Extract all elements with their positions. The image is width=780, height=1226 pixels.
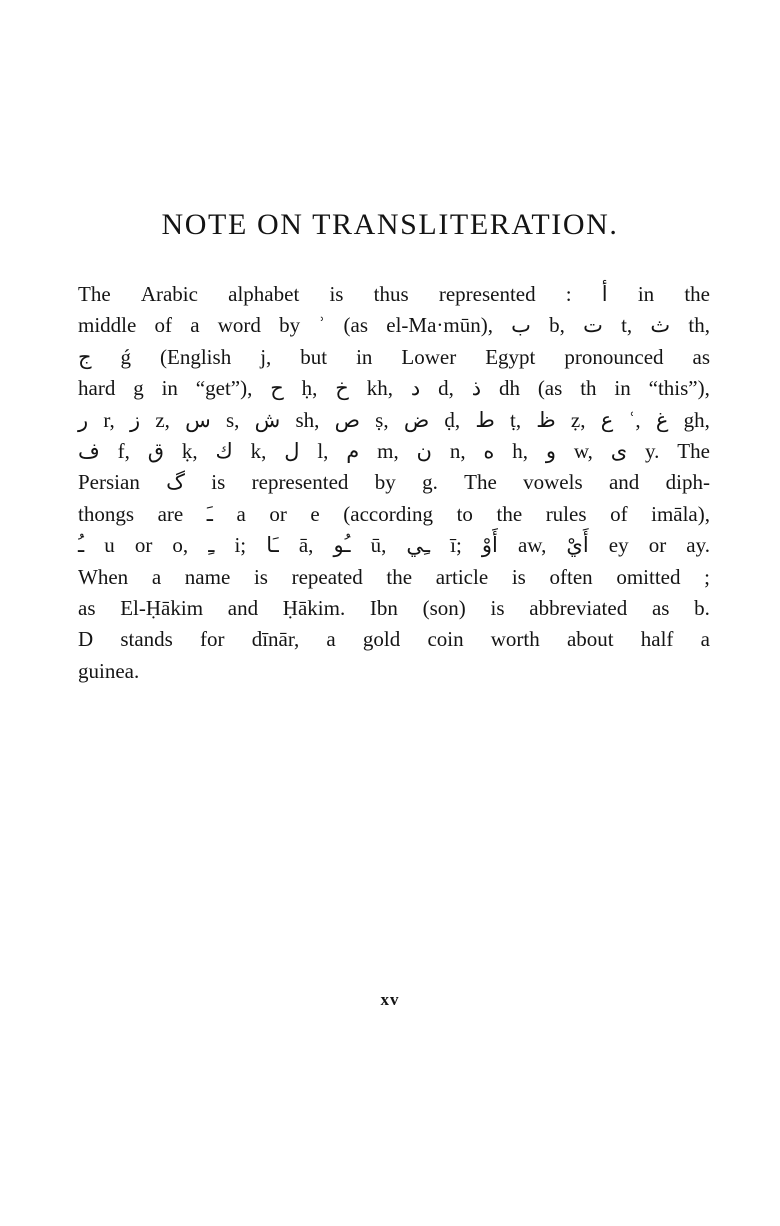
word: ـِ xyxy=(208,533,215,558)
word: ḥ, xyxy=(301,376,318,401)
word: ay. xyxy=(686,533,710,558)
word: by xyxy=(279,313,301,338)
word: thus xyxy=(373,282,409,306)
word: or xyxy=(648,533,667,558)
word: أ xyxy=(601,282,608,306)
word: Egypt xyxy=(485,344,536,369)
word: ; xyxy=(704,564,710,589)
word: ر xyxy=(78,407,89,432)
text-line xyxy=(78,533,710,564)
word: ب xyxy=(511,313,531,338)
word: (English xyxy=(160,344,232,369)
word: represented xyxy=(251,470,349,495)
word: by xyxy=(374,470,396,495)
text-line xyxy=(78,313,710,344)
word: b. xyxy=(694,595,710,620)
word: Lower xyxy=(401,344,457,369)
word: are xyxy=(157,501,184,526)
word: is xyxy=(211,470,226,495)
word: the xyxy=(386,564,413,589)
word: When xyxy=(78,564,129,589)
word: represented xyxy=(438,282,536,306)
word: the xyxy=(496,501,523,526)
word: and xyxy=(608,470,640,495)
word: half xyxy=(640,627,674,652)
text-line xyxy=(78,439,710,470)
word: m, xyxy=(377,438,399,463)
word: in xyxy=(614,376,631,401)
text-line xyxy=(78,596,710,627)
word: ق xyxy=(147,438,165,463)
word: ط xyxy=(475,407,495,432)
word: ض xyxy=(403,407,430,432)
word: ف xyxy=(78,438,100,463)
word: often xyxy=(549,564,593,589)
word: ز xyxy=(129,407,141,432)
page-number: xv xyxy=(380,990,400,1009)
word: is xyxy=(253,564,268,589)
word: in xyxy=(356,344,373,369)
word: (as xyxy=(537,376,563,401)
word: o, xyxy=(172,533,189,558)
word: g xyxy=(133,376,144,401)
word: pronounced xyxy=(564,344,664,369)
word: گ xyxy=(166,470,185,495)
word: of xyxy=(154,313,173,338)
text-line xyxy=(78,376,710,407)
word: rules xyxy=(545,501,587,526)
word: abbreviated xyxy=(529,595,628,620)
word: Persian xyxy=(78,470,140,495)
word: ـِي xyxy=(406,533,431,558)
text-line xyxy=(78,470,710,501)
word: r, xyxy=(103,407,115,432)
word: gold xyxy=(362,627,401,652)
page-title: NOTE ON TRANSLITERATION. xyxy=(161,208,619,241)
word: and xyxy=(227,595,259,620)
word: د xyxy=(410,376,421,401)
word: f, xyxy=(117,438,130,463)
word: diph- xyxy=(665,470,710,495)
word: kh, xyxy=(366,376,393,401)
word: vowels xyxy=(523,470,583,495)
word: (according xyxy=(343,501,434,526)
word: (son) xyxy=(422,595,466,620)
word: و xyxy=(545,438,557,463)
word: س xyxy=(185,407,211,432)
word: but xyxy=(300,344,328,369)
word: a xyxy=(236,501,246,526)
word: ẓ, xyxy=(570,407,586,432)
word: stands xyxy=(120,627,173,652)
word: ū, xyxy=(370,533,387,558)
word: to xyxy=(456,501,473,526)
word: gh, xyxy=(683,407,710,432)
word: l, xyxy=(317,438,329,463)
word: g. xyxy=(422,470,438,495)
word: El-Ḥākim xyxy=(120,595,204,620)
word: aw, xyxy=(517,533,547,558)
transliteration-paragraph xyxy=(78,282,710,690)
word: hard xyxy=(78,376,116,401)
word: ل xyxy=(284,438,300,463)
word: The xyxy=(78,282,111,306)
word: Arabic xyxy=(140,282,198,306)
word: a xyxy=(326,627,336,652)
word: ذ xyxy=(471,376,482,401)
word: ـَا xyxy=(266,533,279,558)
word: or xyxy=(269,501,287,526)
word: ʾ xyxy=(318,313,326,338)
text-line xyxy=(78,565,710,596)
word: D xyxy=(78,627,94,652)
word: غ xyxy=(655,407,669,432)
word: ǵ xyxy=(120,344,132,369)
word: in xyxy=(637,282,655,306)
word: th, xyxy=(688,313,710,338)
word: : xyxy=(565,282,572,306)
word: imāla), xyxy=(651,501,710,526)
word: ه xyxy=(483,438,495,463)
text-line xyxy=(78,659,710,690)
word: article xyxy=(435,564,489,589)
word: j, xyxy=(260,344,272,369)
text-line xyxy=(78,282,710,313)
word: أَيْ xyxy=(566,533,589,558)
word: in xyxy=(161,376,178,401)
word: e xyxy=(310,501,320,526)
word: ش xyxy=(254,407,281,432)
word: h, xyxy=(512,438,529,463)
word: alphabet xyxy=(228,282,300,306)
word: م xyxy=(346,438,360,463)
word: n, xyxy=(449,438,466,463)
word: guinea. xyxy=(78,658,140,683)
word: the xyxy=(684,282,710,306)
text-line xyxy=(78,502,710,533)
word: ʿ, xyxy=(628,407,641,432)
word: worth xyxy=(490,627,540,652)
word: el-Ma·mūn), xyxy=(386,313,493,338)
text-line xyxy=(78,408,710,439)
word: ā, xyxy=(298,533,314,558)
word: d, xyxy=(438,376,454,401)
word: ـَ xyxy=(206,501,213,526)
word: a xyxy=(700,627,710,652)
text-line xyxy=(78,627,710,658)
word: ح xyxy=(270,376,284,401)
word: Ḥākim. xyxy=(282,595,346,620)
word: ey xyxy=(608,533,629,558)
word: dīnār, xyxy=(251,627,300,652)
word: a xyxy=(190,313,200,338)
word: word xyxy=(217,313,261,338)
word: ص xyxy=(334,407,360,432)
word: omitted xyxy=(616,564,681,589)
word: ج xyxy=(78,344,92,369)
word: ن xyxy=(416,438,432,463)
word: “this”), xyxy=(648,376,710,401)
word: ـُو xyxy=(333,533,351,558)
word: a xyxy=(151,564,162,589)
word: th xyxy=(580,376,597,401)
word: خ xyxy=(335,376,349,401)
word: is xyxy=(511,564,526,589)
word: ى xyxy=(610,438,628,463)
word: u xyxy=(104,533,115,558)
word: ī; xyxy=(450,533,462,558)
word: of xyxy=(610,501,628,526)
word: name xyxy=(184,564,231,589)
word: أَوْ xyxy=(481,533,498,558)
word: z, xyxy=(155,407,170,432)
word: is xyxy=(329,282,344,306)
word: ك xyxy=(215,438,233,463)
word: b, xyxy=(549,313,565,338)
word: ḍ, xyxy=(444,407,461,432)
word: ṣ, xyxy=(375,407,389,432)
word: ظ xyxy=(536,407,556,432)
word: thongs xyxy=(78,501,135,526)
word: k, xyxy=(250,438,267,463)
word: i; xyxy=(234,533,247,558)
word: as xyxy=(651,595,670,620)
word: as xyxy=(692,344,710,369)
word: s, xyxy=(225,407,240,432)
word: t, xyxy=(621,313,633,338)
word: or xyxy=(134,533,153,558)
word: y. xyxy=(645,438,660,463)
word: ـُ xyxy=(78,533,85,558)
word: ع xyxy=(600,407,614,432)
word: repeated xyxy=(291,564,363,589)
word: “get”), xyxy=(195,376,253,401)
word: The xyxy=(464,470,497,495)
word: (as xyxy=(343,313,369,338)
word: middle xyxy=(78,313,137,338)
text-line xyxy=(78,345,710,376)
word: Ibn xyxy=(369,595,398,620)
word: coin xyxy=(427,627,464,652)
word: sh, xyxy=(295,407,320,432)
word: as xyxy=(78,595,96,620)
word: w, xyxy=(573,438,593,463)
word: ت xyxy=(583,313,603,338)
word: for xyxy=(200,627,225,652)
word: is xyxy=(490,595,505,620)
word: ḳ, xyxy=(181,438,198,463)
word: ṭ, xyxy=(509,407,522,432)
word: about xyxy=(566,627,614,652)
word: ث xyxy=(650,313,671,338)
word: The xyxy=(677,438,710,463)
word: dh xyxy=(498,376,520,401)
